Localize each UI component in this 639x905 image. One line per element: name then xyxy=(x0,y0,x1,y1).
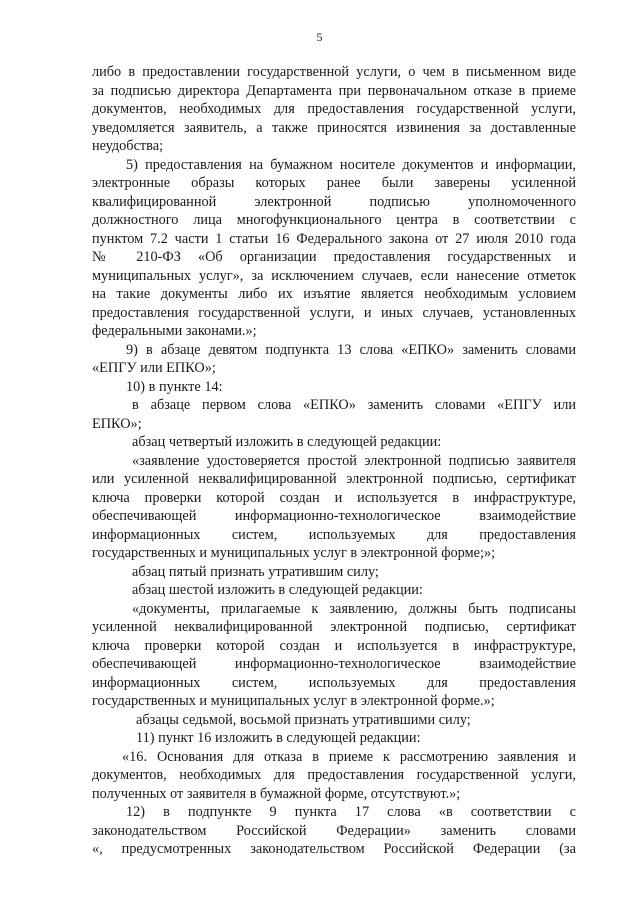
text-line: абзацы седьмой, восьмой признать утратившими силу; xyxy=(136,711,471,728)
text-line: законодательством Российской Федерации» заменить словами xyxy=(92,822,576,839)
text-line: «, предусмотренных законодательством Российской Федерации (за xyxy=(92,841,576,857)
text-line: информационных систем, используемых для предоставления xyxy=(92,674,576,691)
text-line: электронные образы которых ранее были заверены усиленной xyxy=(92,175,576,191)
text-line: информационных систем, используемых для предоставления xyxy=(92,526,576,543)
text-line: федеральными законами.»; xyxy=(92,323,257,339)
text-line: 12) в подпункте 9 пункта 17 слова «в соответствии с xyxy=(126,804,576,820)
text-line: абзац пятый признать утратившим силу; xyxy=(132,563,379,580)
document-body xyxy=(92,63,576,859)
text-line: обеспечивающей информационно-технологическое взаимодействие xyxy=(92,656,576,672)
text-line: неудобства; xyxy=(92,138,164,154)
text-line: «заявление удостоверяется простой электронной подписью заявителя xyxy=(132,452,576,469)
page-number: 5 xyxy=(316,30,323,44)
text-line: или усиленной неквалифицированной электронной подписью, сертификат xyxy=(92,471,576,487)
text-line: муниципальных услуг», за исключением случаев, если нанесение отметок xyxy=(92,267,576,284)
text-line: 11) пункт 16 изложить в следующей редакции: xyxy=(136,730,421,746)
text-line: квалифицированной электронной подписью уполномоченного xyxy=(92,193,576,210)
text-line: полученных от заявителя в бумажной форме, отсутствуют.»; xyxy=(92,785,461,802)
text-line: в абзаце первом слова «ЕПКО» заменить словами «ЕПГУ или xyxy=(132,397,576,413)
text-line: предоставления государственной услуги, и иных случаев, установленных xyxy=(92,304,576,321)
text-line: обеспечивающей информационно-технологическое взаимодействие xyxy=(92,508,576,524)
text-line: абзац четвертый изложить в следующей редакции: xyxy=(132,434,442,450)
text-line: «ЕПГУ или ЕПКО»; xyxy=(92,360,216,376)
text-line: государственных и муниципальных услуг в электронной форме;»; xyxy=(92,545,496,561)
text-line: абзац шестой изложить в следующей редакции: xyxy=(132,582,423,598)
text-line: «16. Основания для отказа в приеме к рассмотрению заявления и xyxy=(122,748,576,765)
text-line: ключа проверки которой создан и используется в инфраструктуре, xyxy=(92,489,576,506)
text-line: либо в предоставлении государственной услуги, о чем в письменном виде xyxy=(92,64,576,80)
text-line: документов, необходимых для предоставления государственной услуги, xyxy=(92,101,576,117)
text-line: 10) в пункте 14: xyxy=(126,378,223,395)
text-line: государственных и муниципальных услуг в электронной форме.»; xyxy=(92,693,495,709)
text-line: 5) предоставления на бумажном носителе документов и информации, xyxy=(126,156,576,173)
text-line: ЕПКО»; xyxy=(92,415,142,432)
text-line: № 210-ФЗ «Об организации предоставления государственных и xyxy=(92,249,576,265)
text-line: за подписью директора Департамента при первоначальном отказе в приеме xyxy=(92,82,576,99)
text-line: пунктом 7.2 части 1 статьи 16 Федерального закона от 27 июля 2010 года xyxy=(92,230,576,247)
text-line: усиленной неквалифицированной электронной подписью, сертификат xyxy=(92,619,576,635)
text-line: должностного лица многофункционального центра в соответствии с xyxy=(92,212,576,228)
text-line: на такие документы либо их изъятие является необходимым условием xyxy=(92,286,576,302)
text-line: уведомляется заявитель, а также приносятся извинения за доставленные xyxy=(92,119,576,136)
text-line: 9) в абзаце девятом подпункта 13 слова «ЕПКО» заменить словами xyxy=(126,341,576,358)
text-line: документов, необходимых для предоставления государственной услуги, xyxy=(92,767,576,783)
text-line: ключа проверки которой создан и используется в инфраструктуре, xyxy=(92,637,576,654)
text-line: «документы, прилагаемые к заявлению, должны быть подписаны xyxy=(132,600,576,617)
